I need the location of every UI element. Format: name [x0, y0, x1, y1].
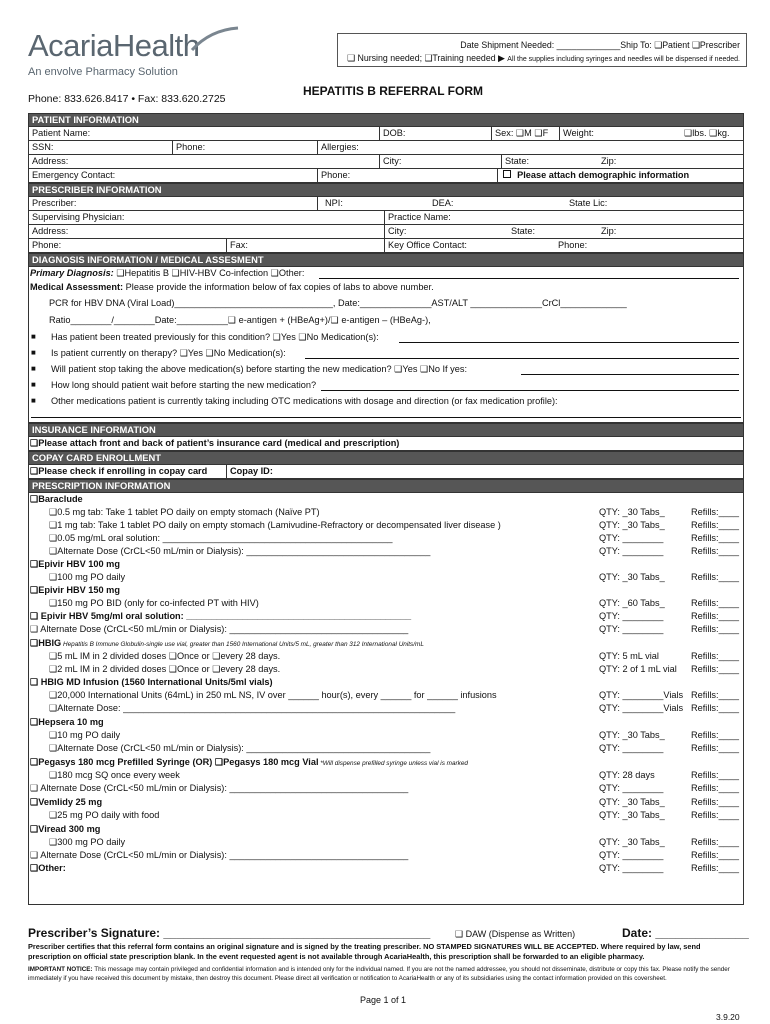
- rx-line-label: ❑10 mg PO daily: [49, 730, 121, 740]
- rx-line-label: ❑Other:: [30, 863, 66, 873]
- rx-refills-field[interactable]: Refills:____: [691, 664, 740, 674]
- rx-qty-field[interactable]: QTY: _30 Tabs_: [599, 572, 665, 582]
- patient-allergies-field[interactable]: Allergies:: [321, 142, 359, 152]
- shipment-box: [337, 33, 747, 67]
- rx-line-label: ❑ Alternate Dose (CrCL<50 mL/min or Dialysis): ___________________________________: [30, 783, 409, 793]
- rx-line-label: ❑ Epivir HBV 5mg/ml oral solution: ____________________________________________: [30, 611, 412, 621]
- bullet-icon: ■: [31, 380, 36, 389]
- rx-line-22[interactable]: [30, 783, 408, 794]
- copay-section-header: COPAY CARD ENROLLMENT: [28, 451, 744, 465]
- rx-qty-field[interactable]: QTY: ________: [599, 743, 664, 753]
- rx-line-label: ❑180 mcg SQ once every week: [49, 770, 180, 780]
- rx-refills-field[interactable]: Refills:____: [691, 730, 740, 740]
- rx-line-label: ❑0.5 mg tab: Take 1 tablet PO daily on empty stomach (Naïve PT): [49, 507, 320, 517]
- rx-line-label: ❑20,000 International Units (64mL) in 250 mL NS, IV over ______ hour(s), every ______ for ______ infusions: [49, 690, 497, 700]
- rx-qty-field[interactable]: QTY: _30 Tabs_: [599, 507, 665, 517]
- question-stop-medication[interactable]: Will patient stop taking the above medication(s) before starting the new medication? ❑Yes ❑No If yes:: [51, 364, 468, 374]
- rx-line-label: ❑0.05 mg/mL oral solution: _____________________________________________: [49, 533, 393, 543]
- rx-line-2[interactable]: [49, 520, 501, 531]
- certification-text: Prescriber certifies that this referral form contains an original signature and is signed by the treating prescriber. NO STAMPED SIGNATURES WILL BE ACCEPTED. Where required by law, send prescription on official state prescription blank. In the event requested agent is not available through AcariaHealth, this prescription shall be forwarded to an eligible pharmacy.: [28, 942, 701, 961]
- rx-line-label: ❑5 mL IM in 2 divided doses ❑Once or ❑every 28 days.: [49, 651, 281, 661]
- patient-row-1: [28, 127, 744, 141]
- rx-line-label: ❑300 mg PO daily: [49, 837, 126, 847]
- rx-qty-field[interactable]: QTY: _30 Tabs_: [599, 837, 665, 847]
- question-current-therapy[interactable]: Is patient currently on therapy? ❑Yes ❑No Medication(s):: [51, 348, 286, 358]
- rx-line-label: ❑1 mg tab: Take 1 tablet PO daily on empty stomach (Lamivudine-Refractory or decompensated liver disease ): [49, 520, 501, 530]
- rx-line-26[interactable]: [49, 837, 125, 848]
- rx-line-0[interactable]: [30, 494, 83, 505]
- rx-line-1[interactable]: [49, 507, 320, 518]
- prescriber-field[interactable]: Prescriber:: [32, 198, 77, 208]
- prescriber-row-1: [28, 197, 744, 211]
- rx-line-label: ❑Alternate Dose (CrCL<50 mL/min or Dialysis): ____________________________________: [49, 546, 431, 556]
- prescriber-section-header: PRESCRIBER INFORMATION: [28, 183, 744, 197]
- question-other-medications[interactable]: Other medications patient is currently taking including OTC medications with dosage and direction (or fax medication profile):: [51, 396, 558, 406]
- rx-line-13[interactable]: [49, 664, 280, 675]
- patient-address-field[interactable]: Address:: [32, 156, 69, 166]
- rx-line-label: ❑Pegasys 180 mcg Prefilled Syringe (OR) ❑Pegasys 180 mcg Vial: [30, 757, 319, 767]
- diagnosis-section-header: DIAGNOSIS INFORMATION / MEDICAL ASSESMENT: [28, 253, 744, 267]
- brand-swoosh-icon: [190, 26, 242, 56]
- rx-line-9[interactable]: [30, 611, 411, 622]
- rx-line-21[interactable]: [49, 770, 180, 781]
- practice-name-field[interactable]: Practice Name:: [388, 212, 451, 222]
- rx-line-15[interactable]: [49, 690, 497, 701]
- rx-qty-field[interactable]: QTY: _30 Tabs_: [599, 810, 665, 820]
- prescription-block: [28, 493, 744, 905]
- rx-refills-field[interactable]: Refills:____: [691, 624, 740, 634]
- rx-qty-field[interactable]: QTY: _30 Tabs_: [599, 730, 665, 740]
- rx-refills-field[interactable]: Refills:____: [691, 863, 740, 873]
- primary-diagnosis-line: [30, 268, 304, 279]
- rx-qty-field[interactable]: QTY: ________: [599, 546, 664, 556]
- prescriber-row-3: [28, 225, 744, 239]
- brand-tagline: An envolve Pharmacy Solution: [28, 66, 178, 78]
- rx-refills-field[interactable]: Refills:____: [691, 520, 740, 530]
- medical-assessment-label: Medical Assessment:: [30, 282, 124, 292]
- ratio-line[interactable]: Ratio________/________Date:__________❑ e-antigen + (HBeAg+)/❑ e-antigen – (HBeAg-),: [49, 315, 431, 325]
- rx-refills-field[interactable]: Refills:____: [691, 611, 740, 621]
- rx-line-label: ❑Epivir HBV 150 mg: [30, 585, 120, 595]
- primary-diagnosis-options[interactable]: ❑Hepatitis B ❑HIV-HBV Co-infection ❑Other:: [116, 268, 305, 278]
- page-number: Page 1 of 1: [360, 995, 407, 1005]
- medical-assessment-line: [30, 282, 434, 292]
- insurance-section-header: INSURANCE INFORMATION: [28, 423, 744, 437]
- patient-sex-field[interactable]: Sex: ❑M ❑F: [495, 128, 549, 138]
- patient-ssn-field[interactable]: SSN:: [32, 142, 54, 152]
- rx-line-label: ❑Hepsera 10 mg: [30, 717, 104, 727]
- patient-state-field[interactable]: State:: [505, 156, 530, 166]
- notice-label: IMPORTANT NOTICE:: [28, 966, 93, 973]
- rx-line-label: ❑Baraclude: [30, 494, 83, 504]
- bullet-icon: ■: [31, 396, 36, 405]
- copay-row: [28, 465, 744, 479]
- prescriber-row-2: [28, 211, 744, 225]
- rx-refills-field[interactable]: Refills:____: [691, 598, 740, 608]
- form-version: 3.9.20: [716, 1012, 740, 1022]
- supervising-physician-field[interactable]: Supervising Physician:: [32, 212, 125, 222]
- rx-qty-field[interactable]: QTY: ________: [599, 863, 664, 873]
- brand-name: AcariaHealth: [28, 28, 200, 63]
- rx-line-label: ❑Alternate Dose (CrCL<50 mL/min or Dialysis): ____________________________________: [49, 743, 431, 753]
- rx-line-16[interactable]: [49, 703, 455, 714]
- rx-line-25[interactable]: [30, 824, 100, 835]
- rx-line-14[interactable]: [30, 677, 273, 688]
- rx-qty-field[interactable]: QTY: ________Vials: [599, 690, 684, 700]
- rx-refills-field[interactable]: Refills:____: [691, 651, 740, 661]
- prescriber-signature-field[interactable]: Prescriber’s Signature: ________________________________________: [28, 926, 431, 940]
- rx-refills-field[interactable]: Refills:____: [691, 507, 740, 517]
- patient-row-2: [28, 141, 744, 155]
- patient-dob-field[interactable]: DOB:: [383, 128, 406, 138]
- signature-date-field[interactable]: Date: ______________: [622, 926, 749, 940]
- rx-refills-field[interactable]: Refills:____: [691, 572, 740, 582]
- pcr-line[interactable]: PCR for HBV DNA (Viral Load)_______________________________, Date:______________AST/ALT ______________CrCl_____________: [49, 298, 627, 308]
- daw-checkbox[interactable]: ❑ DAW (Dispense as Written): [455, 929, 576, 939]
- rx-line-label: ❑25 mg PO daily with food: [49, 810, 160, 820]
- weight-units[interactable]: ❑lbs. ❑kg.: [684, 128, 730, 138]
- npi-field[interactable]: NPI:: [325, 198, 343, 208]
- rx-qty-field[interactable]: QTY: ________Vials: [599, 703, 684, 713]
- rx-line-19[interactable]: [49, 743, 430, 754]
- rx-line-28[interactable]: [30, 863, 66, 874]
- rx-line-label: ❑2 mL IM in 2 divided doses ❑Once or ❑every 28 days.: [49, 664, 281, 674]
- rx-refills-field[interactable]: Refills:____: [691, 797, 740, 807]
- rx-qty-field[interactable]: QTY: _30 Tabs_: [599, 797, 665, 807]
- rx-refills-field[interactable]: Refills:____: [691, 743, 740, 753]
- emergency-phone-field[interactable]: Phone:: [321, 170, 351, 180]
- rx-line-label: ❑Vemlidy 25 mg: [30, 797, 103, 807]
- rx-line-10[interactable]: [30, 624, 408, 635]
- rx-qty-field[interactable]: QTY: ________: [599, 783, 664, 793]
- rx-line-24[interactable]: [49, 810, 159, 821]
- patient-phone-field[interactable]: Phone:: [176, 142, 206, 152]
- patient-weight-field[interactable]: Weight:: [563, 128, 594, 138]
- rx-line-label: ❑Epivir HBV 100 mg: [30, 559, 120, 569]
- patient-row-4: [28, 169, 744, 183]
- rx-line-23[interactable]: [30, 797, 102, 808]
- rx-refills-field[interactable]: Refills:____: [691, 783, 740, 793]
- prescriber-city-field[interactable]: City:: [388, 226, 407, 236]
- brand-logo: [28, 28, 199, 78]
- patient-zip-field[interactable]: Zip:: [601, 156, 617, 166]
- rx-line-label: ❑Alternate Dose: _________________________________________________________________: [49, 703, 456, 713]
- shipment-line[interactable]: Date Shipment Needed: _____________Ship To: ❑Patient ❑Prescriber: [460, 40, 740, 50]
- rx-refills-field[interactable]: Refills:____: [691, 690, 740, 700]
- copay-enroll-checkbox[interactable]: ❑Please check if enrolling in copay card: [30, 466, 208, 476]
- primary-diagnosis-label: Primary Diagnosis:: [30, 268, 114, 278]
- contact-phone-fax: Phone: 833.626.8417 • Fax: 833.620.2725: [28, 93, 226, 105]
- emergency-contact-field[interactable]: Emergency Contact:: [32, 170, 116, 180]
- insurance-row: [28, 437, 744, 451]
- prescriber-row-4: [28, 239, 744, 253]
- rx-qty-field[interactable]: QTY: 28 days: [599, 770, 655, 780]
- prescriber-fax-field[interactable]: Fax:: [230, 240, 248, 250]
- bullet-icon: ■: [31, 364, 36, 373]
- rx-qty-field[interactable]: QTY: 5 mL vial: [599, 651, 659, 661]
- rx-refills-field[interactable]: Refills:____: [691, 850, 740, 860]
- patient-name-field[interactable]: Patient Name:: [32, 128, 91, 138]
- rx-qty-field[interactable]: QTY: 2 of 1 mL vial: [599, 664, 677, 674]
- rx-line-4[interactable]: [49, 546, 430, 557]
- rx-refills-field[interactable]: Refills:____: [691, 770, 740, 780]
- attach-demographic-checkbox[interactable]: [503, 170, 689, 180]
- rx-qty-field[interactable]: QTY: _30 Tabs_: [599, 520, 665, 530]
- insurance-attach-checkbox[interactable]: ❑Please attach front and back of patient’s insurance card (medical and prescription): [30, 438, 400, 448]
- notice-text: This message may contain privileged and confidential information and is intended only for the individual named. If you are not the named addressee, you should not disseminate, distribute or copy this fax. Please notify the sender immediately if you have received this document by mistake, then destroy this document. Please direct all verification or notification to AcariaHealth or any of its subsidiaries using the contact information provided on this coversheet.: [28, 966, 730, 982]
- rx-line-label: ❑ HBIG MD Infusion (1560 International Units/5ml vials): [30, 677, 273, 687]
- rx-refills-field[interactable]: Refills:____: [691, 546, 740, 556]
- question-previous-treatment[interactable]: Has patient been treated previously for this condition? ❑Yes ❑No Medication(s):: [51, 332, 379, 342]
- question-wait-period[interactable]: How long should patient wait before starting the new medication?: [51, 380, 317, 390]
- rx-line-6[interactable]: [49, 572, 125, 583]
- rx-qty-field[interactable]: QTY: ________: [599, 624, 664, 634]
- prescriber-address-field[interactable]: Address:: [32, 226, 69, 236]
- form-title: HEPATITIS B REFERRAL FORM: [303, 84, 483, 98]
- rx-line-label: ❑Viread 300 mg: [30, 824, 101, 834]
- referral-form: [28, 113, 744, 905]
- key-office-contact-field[interactable]: Key Office Contact:: [388, 240, 467, 250]
- supplies-note: All the supplies including syringes and needles will be dispensed if needed.: [507, 56, 740, 63]
- prescriber-state-field[interactable]: State:: [511, 226, 536, 236]
- rx-line-note: *Will dispense prefilled syringe unless vial is marked: [318, 760, 468, 767]
- bullet-icon: ■: [31, 332, 36, 341]
- patient-city-field[interactable]: City:: [383, 156, 402, 166]
- rx-refills-field[interactable]: Refills:____: [691, 837, 740, 847]
- rx-line-5[interactable]: [30, 559, 120, 570]
- rx-line-7[interactable]: [30, 585, 120, 596]
- state-lic-field[interactable]: State Lic:: [569, 198, 608, 208]
- important-notice: [28, 966, 748, 983]
- rx-line-27[interactable]: [30, 850, 408, 861]
- rx-line-note: Hepatitis B Immune Globulin-single use vial, greater than 1560 International Units/5 mL, greater than 312 International Units/mL: [61, 641, 424, 648]
- copay-id-field[interactable]: Copay ID:: [230, 466, 273, 476]
- prescription-section-header: PRESCRIPTION INFORMATION: [28, 479, 744, 493]
- rx-line-12[interactable]: [49, 651, 280, 662]
- bullet-icon: ■: [31, 348, 36, 357]
- diagnosis-block: [28, 267, 744, 423]
- rx-qty-field[interactable]: QTY: ________: [599, 611, 664, 621]
- rx-qty-field[interactable]: QTY: ________: [599, 533, 664, 543]
- nursing-line[interactable]: [347, 53, 740, 64]
- patient-section-header: PATIENT INFORMATION: [28, 113, 744, 127]
- rx-line-label: ❑ Alternate Dose (CrCL<50 mL/min or Dialysis): ___________________________________: [30, 850, 409, 860]
- prescriber-zip-field[interactable]: Zip:: [601, 226, 617, 236]
- rx-line-label: ❑ Alternate Dose (CrCL<50 mL/min or Dialysis): ___________________________________: [30, 624, 409, 634]
- patient-row-3: [28, 155, 744, 169]
- rx-refills-field[interactable]: Refills:____: [691, 533, 740, 543]
- nursing-options[interactable]: ❑ Nursing needed; ❑Training needed ▶: [347, 53, 505, 63]
- rx-line-label: ❑100 mg PO daily: [49, 572, 126, 582]
- rx-line-11[interactable]: [30, 638, 424, 649]
- prescriber-phone2-field[interactable]: Phone:: [558, 240, 588, 250]
- rx-line-17[interactable]: [30, 717, 104, 728]
- rx-line-label: ❑HBIG: [30, 638, 62, 648]
- attach-demographic-label: Please attach demographic information: [517, 170, 690, 180]
- rx-line-3[interactable]: [49, 533, 393, 544]
- checkbox-icon: [503, 170, 511, 178]
- medical-assessment-text: Please provide the information below of fax copies of labs to above number.: [125, 282, 434, 292]
- rx-refills-field[interactable]: Refills:____: [691, 810, 740, 820]
- rx-line-20[interactable]: [30, 757, 468, 768]
- rx-line-label: ❑150 mg PO BID (only for co-infected PT with HIV): [49, 598, 259, 608]
- rx-qty-field[interactable]: QTY: _60 Tabs_: [599, 598, 665, 608]
- rx-refills-field[interactable]: Refills:____: [691, 703, 740, 713]
- rx-line-18[interactable]: [49, 730, 120, 741]
- rx-line-8[interactable]: [49, 598, 259, 609]
- dea-field[interactable]: DEA:: [432, 198, 454, 208]
- prescriber-phone-field[interactable]: Phone:: [32, 240, 62, 250]
- rx-qty-field[interactable]: QTY: ________: [599, 850, 664, 860]
